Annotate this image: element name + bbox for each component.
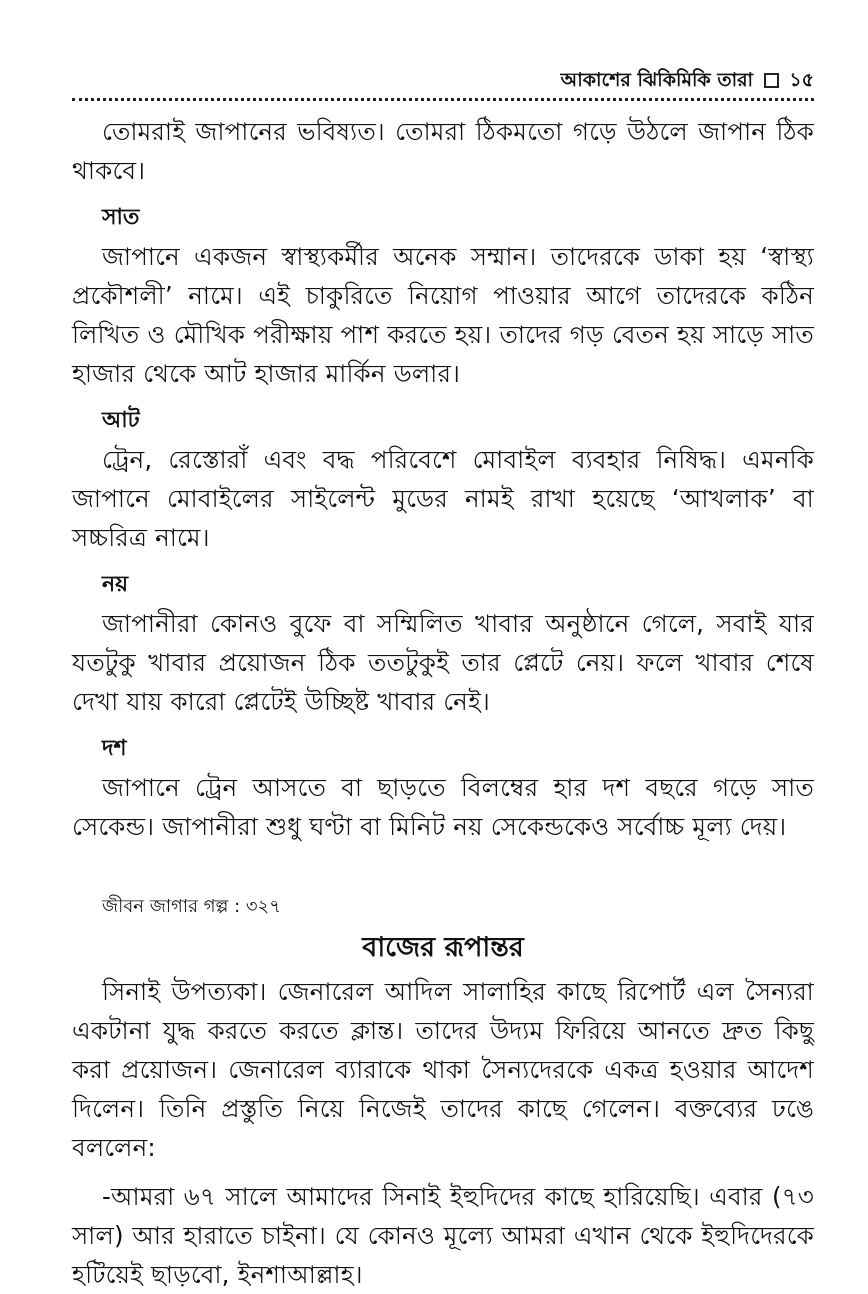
square-separator-icon — [764, 73, 779, 88]
intro-paragraph: তোমরাই জাপানের ভবিষ্যত। তোমরা ঠিকমতো গড়ে উঠলে জাপান ঠিক থাকবে। — [72, 117, 814, 185]
section-heading-sat: সাত — [102, 205, 140, 230]
section-body-noy: জাপানীরা কোনও বুফে বা সম্মিলিত খাবার অনুষ্ঠানে গেলে, সবাই যার যতটুকু খাবার প্রয়োজন ঠিক ততটুকুই তার প্লেটে নেয়। ফলে খাবার শেষে দেখা যায় কারো প্লেটেই উচ্ছিষ্ট খাবার নেই। — [72, 609, 814, 716]
article-title: বাজের রূপান্তর — [362, 932, 524, 963]
page-content — [72, 112, 814, 1294]
section-body-sat: জাপানে একজন স্বাস্থ্যকর্মীর অনেক সম্মান। তাদেরকে ডাকা হয় ‘স্বাস্থ্য প্রকৌশলী’ নামে। এই চাকুরিতে নিয়োগ পাওয়ার আগে তাদেরকে কঠিন লিখিত ও মৌখিক পরীক্ষায় পাশ করতে হয়। তাদের গড় বেতন হয় সাড়ে সাত হাজার থেকে আট হাজার মার্কিন ডলার। — [72, 242, 814, 388]
page-number: ১৫ — [789, 69, 814, 91]
section-heading-dosh: দশ — [102, 736, 127, 761]
section-heading-at: আট — [102, 408, 140, 433]
section-body-dosh: জাপানে ট্রেন আসতে বা ছাড়তে বিলম্বের হার দশ বছরে গড়ে সাত সেকেন্ড। জাপানীরা শুধু ঘণ্টা বা মিনিট নয় সেকেন্ডকেও সর্বোচ্চ মূল্য দেয়। — [72, 773, 814, 841]
running-header — [72, 66, 814, 101]
section-heading-noy: নয় — [102, 572, 129, 597]
section-body-at: ট্রেন, রেস্তোরাঁ এবং বদ্ধ পরিবেশে মোবাইল ব্যবহার নিষিদ্ধ। এমনকি জাপানে মোবাইলের সাইলেন্ট মুডের নামই রাখা হয়েছে ‘আখলাক’ বা সচ্চরিত্র নামে। — [72, 445, 814, 552]
book-title: আকাশের ঝিকিমিকি তারা — [560, 69, 754, 91]
article-paragraph-1: সিনাই উপত্যকা। জেনারেল আদিল সালাহির কাছে রিপোর্ট এল সৈন্যরা একটানা যুদ্ধ করতে করতে ক্লান্ত। তাদের উদ্যম ফিরিয়ে আনতে দ্রুত কিছু করা প্রয়োজন। জেনারেল ব্যারাকে থাকা সৈন্যদেরকে একত্র হওয়ার আদেশ দিলেন। তিনি প্রস্তুতি নিয়ে নিজেই তাদের কাছে গেলেন। বক্তব্যের ঢঙে বললেন: — [72, 977, 814, 1162]
series-label: জীবন জাগার গল্প : ৩২৭ — [102, 896, 281, 917]
article-paragraph-2: -আমরা ৬৭ সালে আমাদের সিনাই ইহুদিদের কাছে হারিয়েছি। এবার (৭৩ সাল) আর হারাতে চাইনা। যে কোনও মূল্যে আমরা এখান থেকে ইহুদিদেরকে হটিয়েই ছাড়বো, ইনশাআল্লাহ। — [72, 1182, 814, 1289]
